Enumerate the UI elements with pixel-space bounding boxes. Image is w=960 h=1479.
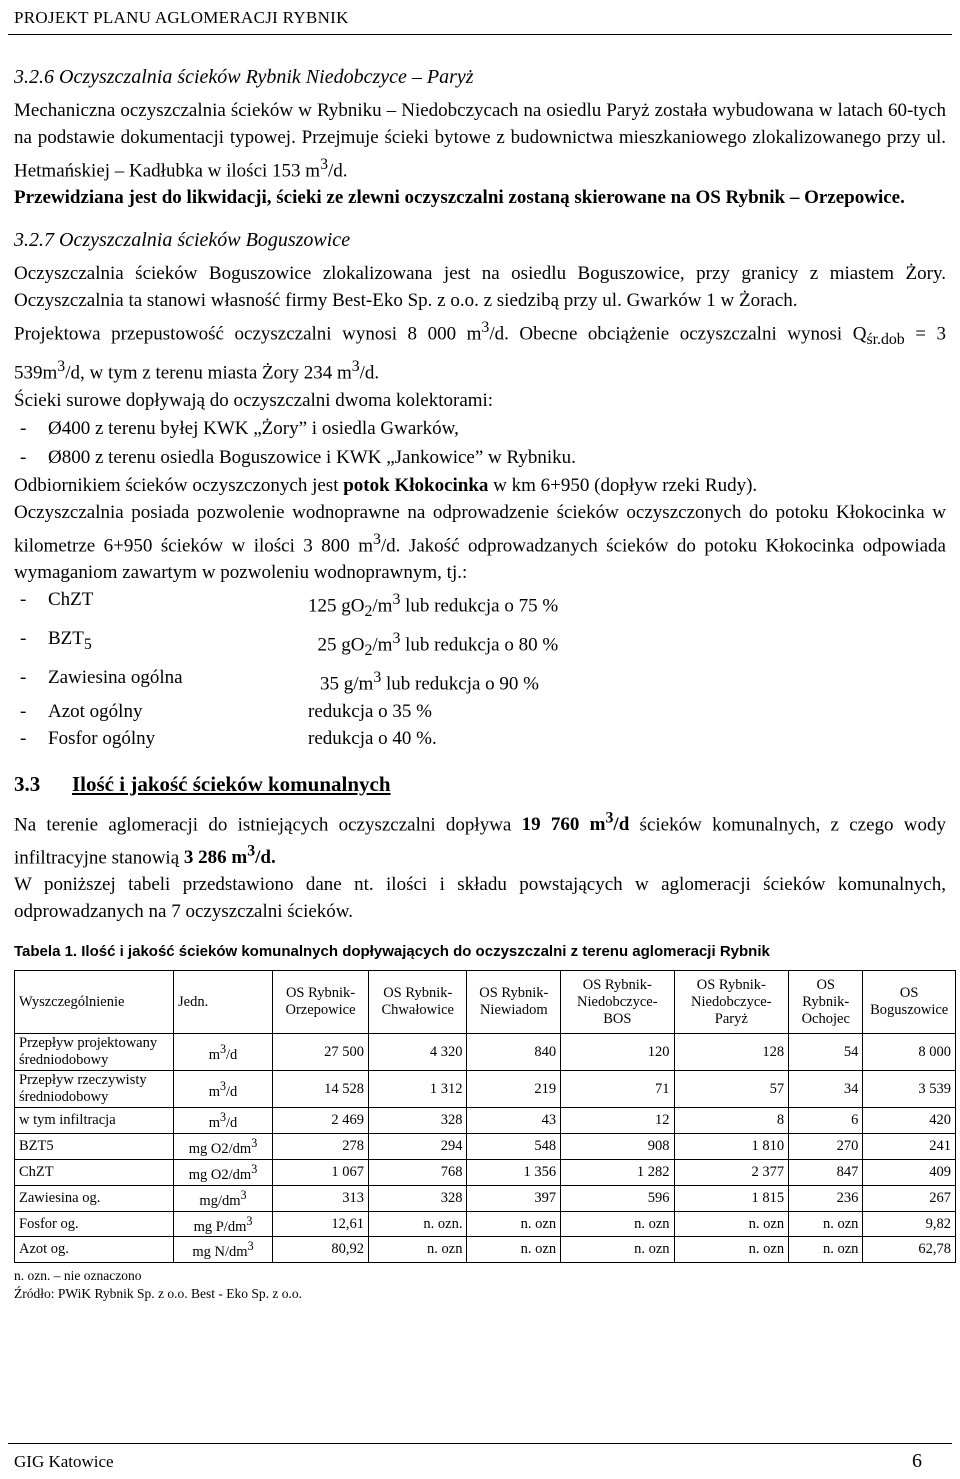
row-label: Zawiesina og.: [15, 1185, 174, 1211]
limit-item-chzt: - ChZT 125 $gO_2/m^3$ lub redukcja o 75 %: [20, 589, 559, 621]
section-heading-327: 3.2.7 Oczyszczalnia ścieków Boguszowice: [14, 229, 351, 252]
row-label: Azot og.: [15, 1237, 174, 1263]
footer-rule: [8, 1443, 952, 1444]
row-unit: $mg/dm^3$: [174, 1185, 273, 1211]
table-cell: n. ozn: [789, 1237, 863, 1263]
table-cell: 1 356: [467, 1160, 561, 1186]
table-cell: 2 469: [273, 1108, 369, 1134]
table-header-cell: OS Rybnik-Niedobczyce-Paryż: [674, 971, 789, 1034]
table-cell: 8 000: [863, 1034, 956, 1071]
table-cell: 270: [789, 1134, 863, 1160]
paragraph-327-4: Odbiornikiem ścieków oczyszczonych jest potok Kłokocinka w km 6+950 (dopływ rzeki Rudy).: [14, 474, 758, 496]
table-cell: 328: [369, 1185, 467, 1211]
table-cell: 294: [369, 1134, 467, 1160]
table-cell: 278: [273, 1134, 369, 1160]
table-cell: 313: [273, 1185, 369, 1211]
table-header-cell: OS Rybnik-Orzepowice: [273, 971, 369, 1034]
row-label: w tym infiltracja: [15, 1108, 174, 1134]
table-cell: 596: [561, 1185, 674, 1211]
table-cell: n. ozn: [674, 1237, 789, 1263]
table-header-cell: OS Rybnik-Ochojec: [789, 971, 863, 1034]
paragraph-327-3: Ścieki surowe dopływają do oczyszczalni dwoma kolektorami:: [14, 389, 494, 411]
table-cell: n. ozn: [561, 1237, 674, 1263]
list-item: - Ø400 z terenu byłej KWK „Żory” i osiedla Gwarków,: [20, 417, 459, 439]
table-cell: 120: [561, 1034, 674, 1071]
table-cell: 4 320: [369, 1034, 467, 1071]
row-unit: $m^3/d$: [174, 1071, 273, 1108]
footer-label: GIG Katowice: [14, 1452, 114, 1471]
table-row: [15, 1034, 956, 1071]
row-label: ChZT: [15, 1160, 174, 1186]
table-cell: 420: [863, 1108, 956, 1134]
table-cell: 128: [674, 1034, 789, 1071]
table-cell: 71: [561, 1071, 674, 1108]
limit-item-zawiesina: - Zawiesina ogólna 35 $g/m^3$ lub redukcja o 90 %: [20, 667, 539, 695]
paragraph-327-5: Oczyszczalnia posiada pozwolenie wodnoprawne na odprowadzenie ścieków oczyszczonych do potoku Kłokocinka w kilometrze 6+950 ścieków w ilości 3 800 $m^3/d$. Jakość odprowadzanych ścieków do potoku Kłokocinka odpowiada wymaganiom zawartym w pozwoleniu wodnoprawnym, tj.:: [14, 501, 946, 584]
table-cell: 1 312: [369, 1071, 467, 1108]
table-cell: 8: [674, 1108, 789, 1134]
table-cell: 14 528: [273, 1071, 369, 1108]
table-cell: 267: [863, 1185, 956, 1211]
table-cell: 6: [789, 1108, 863, 1134]
table-cell: 768: [369, 1160, 467, 1186]
table-row: [15, 1237, 956, 1263]
row-unit: mg $N/dm^3$: [174, 1237, 273, 1263]
table-cell: 54: [789, 1034, 863, 1071]
table-cell: n. ozn.: [369, 1211, 467, 1237]
paragraph-33-1: Na terenie aglomeracji do istniejących oczyszczalni dopływa 19 760 $m^3/d$ ścieków komunalnych, z czego wody infiltracyjne stanowią 3 286 $m^3/d$.: [14, 809, 947, 869]
table-cell: 1 282: [561, 1160, 674, 1186]
header-rule: [8, 34, 952, 35]
table-cell: 236: [789, 1185, 863, 1211]
limit-item-azot: - Azot ogólny redukcja o 35 %: [20, 700, 432, 722]
table-row: [15, 1071, 956, 1108]
table-header-cell: OS Rybnik-Niedobczyce-BOS: [561, 971, 674, 1034]
table-row: [15, 1134, 956, 1160]
table-cell: 409: [863, 1160, 956, 1186]
table-cell: 328: [369, 1108, 467, 1134]
table-cell: n. ozn: [789, 1211, 863, 1237]
list-item: - Ø800 z terenu osiedla Boguszowice i KWK „Jankowice” w Rybniku.: [20, 446, 576, 468]
table-cell: n. ozn: [369, 1237, 467, 1263]
table-header-cell: Jedn.: [174, 971, 273, 1034]
data-table: [14, 970, 956, 1263]
table-caption: Tabela 1. Ilość i jakość ścieków komunalnych dopływających do oczyszczalni z terenu aglomeracji Rybnik: [14, 943, 770, 961]
row-label: Fosfor og.: [15, 1211, 174, 1237]
section-heading-33: 3.3 Ilość i jakość ścieków komunalnych: [14, 771, 391, 796]
table-cell: 908: [561, 1134, 674, 1160]
table-cell: n. ozn: [467, 1237, 561, 1263]
table-cell: 219: [467, 1071, 561, 1108]
table-row: [15, 1160, 956, 1186]
table-cell: 840: [467, 1034, 561, 1071]
table-row: [15, 1108, 956, 1134]
row-unit: mg $O2/dm^3$: [174, 1160, 273, 1186]
table-cell: 62,78: [863, 1237, 956, 1263]
paragraph-327-2: Projektowa przepustowość oczyszczalni wynosi 8 000 $m^3/d$. Obecne obciążenie oczyszczalni wynosi $Q_{śr.dob} = 3$ $539m^3/d$, w tym z terenu miasta Żory 234 $m^3/d$.: [14, 319, 946, 384]
row-unit: mg $O2/dm^3$: [174, 1134, 273, 1160]
table-header-row: [15, 971, 956, 1034]
table-cell: 27 500: [273, 1034, 369, 1071]
table-row: [15, 1185, 956, 1211]
table-cell: 847: [789, 1160, 863, 1186]
table-cell: 34: [789, 1071, 863, 1108]
paragraph-326-1: Mechaniczna oczyszczalnia ścieków w Rybniku – Niedobczycach na osiedlu Paryż została wybudowana w latach 60-tych na podstawie dokumentacji typowej. Przejmuje ścieki bytowe z budownictwa mieszkaniowego zlokalizowanego przy ul. Hetmańskiej – Kadłubka w ilości 153 $m^3/d$.: [14, 100, 946, 182]
table-source: Źródło: PWiK Rybnik Sp. z o.o. Best - Eko Sp. z o.o.: [14, 1286, 303, 1302]
table-cell: 1 815: [674, 1185, 789, 1211]
table-cell: n. ozn: [674, 1211, 789, 1237]
table-cell: 12,61: [273, 1211, 369, 1237]
table-cell: 1 810: [674, 1134, 789, 1160]
table-cell: 80,92: [273, 1237, 369, 1263]
table-row: [15, 1211, 956, 1237]
table-cell: 12: [561, 1108, 674, 1134]
table-header-cell: OS Boguszowice: [863, 971, 956, 1034]
table-cell: n. ozn: [561, 1211, 674, 1237]
paragraph-33-2: W poniższej tabeli przedstawiono dane nt. ilości i składu powstających w aglomeracji ścieków komunalnych, odprowadzanych na 7 oczyszczalni ścieków.: [14, 874, 946, 923]
section-heading-326: 3.2.6 Oczyszczalnia ścieków Rybnik Niedobczyce – Paryż: [14, 66, 474, 88]
table-cell: 3 539: [863, 1071, 956, 1108]
table-cell: 241: [863, 1134, 956, 1160]
table-cell: n. ozn: [467, 1211, 561, 1237]
row-unit: $m^3/d$: [174, 1108, 273, 1134]
table-cell: 1 067: [273, 1160, 369, 1186]
table-note: n. ozn. – nie oznaczono: [14, 1268, 142, 1284]
table-cell: 397: [467, 1185, 561, 1211]
table-cell: 43: [467, 1108, 561, 1134]
table-header-cell: OS Rybnik-Niewiadom: [467, 971, 561, 1034]
limit-item-fosfor: - Fosfor ogólny redukcja o 40 %.: [20, 727, 437, 749]
table-header-cell: OS Rybnik-Chwałowice: [369, 971, 467, 1034]
page-content: [14, 66, 951, 1303]
row-label: Przepływ projektowany średniodobowy: [15, 1034, 174, 1071]
paragraph-327-1: Oczyszczalnia ścieków Boguszowice zlokalizowana jest na osiedlu Boguszowice, przy granicy z miastem Żory. Oczyszczalnia ta stanowi własność firmy Best-Eko Sp. z o.o. z siedzibą przy ul. Gwarków 1 w Żorach.: [14, 263, 946, 312]
row-unit: $m^3/d$: [174, 1034, 273, 1071]
page-header-title: PROJEKT PLANU AGLOMERACJI RYBNIK: [14, 8, 349, 27]
table-header-cell: Wyszczególnienie: [15, 971, 174, 1034]
table-cell: 9,82: [863, 1211, 956, 1237]
table-cell: 2 377: [674, 1160, 789, 1186]
limit-item-bzt: - $BZT_5$ 25 $gO_2/m^3$ lub redukcja o 80 %: [20, 628, 559, 660]
page-number: 6: [912, 1450, 922, 1472]
row-unit: mg $P/dm^3$: [174, 1211, 273, 1237]
table-cell: 548: [467, 1134, 561, 1160]
table-cell: 57: [674, 1071, 789, 1108]
row-label: Przepływ rzeczywisty średniodobowy: [15, 1071, 174, 1108]
paragraph-326-2: Przewidziana jest do likwidacji, ścieki ze zlewni oczyszczalni zostaną skierowane na OS Rybnik – Orzepowice.: [14, 187, 905, 209]
row-label: BZT5: [15, 1134, 174, 1160]
